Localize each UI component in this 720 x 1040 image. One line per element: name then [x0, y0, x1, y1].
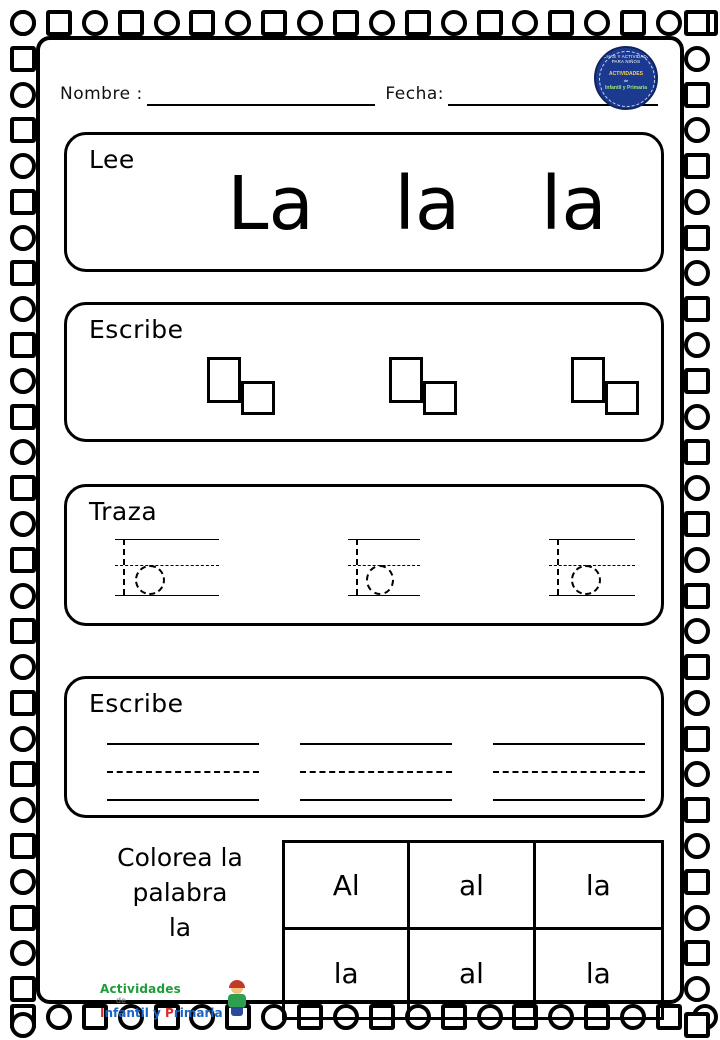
- section-escribe-boxes: [64, 302, 664, 442]
- tall-letter-box[interactable]: [207, 357, 241, 403]
- border-bead: [118, 10, 144, 36]
- border-bead: [684, 10, 710, 36]
- lee-letter-3: la: [540, 161, 607, 247]
- write-bottom-line: [107, 799, 259, 801]
- grid-cell[interactable]: al: [410, 843, 535, 930]
- border-bead: [10, 869, 36, 895]
- border-bead: [548, 10, 574, 36]
- border-bead: [477, 10, 503, 36]
- colorea-line-1: Colorea la: [117, 843, 243, 872]
- border-bead: [10, 439, 36, 465]
- writing-line-group[interactable]: [493, 737, 645, 807]
- border-bead: [684, 46, 710, 72]
- escribe-lines-row: [107, 737, 645, 813]
- writing-line-group[interactable]: [300, 737, 452, 807]
- border-bead: [656, 10, 682, 36]
- logo-top-text: FICHAS Y ACTIVIDADES PARA NIÑOS: [598, 54, 654, 65]
- brand-i: I: [100, 1006, 105, 1020]
- border-bead: [10, 368, 36, 394]
- border-beads-top: [10, 8, 718, 38]
- brand-footer: [100, 982, 260, 1028]
- border-bead: [684, 618, 710, 644]
- border-bead: [10, 726, 36, 752]
- border-bead: [684, 940, 710, 966]
- brand-p: P: [165, 1006, 174, 1020]
- border-bead: [333, 10, 359, 36]
- trace-stem-l: [557, 539, 559, 595]
- border-bead: [684, 368, 710, 394]
- tall-letter-box[interactable]: [571, 357, 605, 403]
- trace-guide[interactable]: [348, 539, 420, 609]
- escribe-box-groups: [207, 357, 647, 437]
- grid-cell[interactable]: Al: [285, 843, 410, 930]
- logo-line1: ACTIVIDADES: [609, 71, 643, 77]
- date-label: Fecha:: [385, 84, 444, 104]
- writing-line-group[interactable]: [107, 737, 259, 807]
- border-bead: [10, 797, 36, 823]
- border-bead: [46, 1004, 72, 1030]
- border-beads-left: [8, 10, 38, 1038]
- border-bead: [684, 332, 710, 358]
- logo-line3: Infantil y Primaria: [605, 85, 647, 91]
- section-escribe-boxes-title: Escribe: [89, 315, 184, 344]
- section-escribe-lines: [64, 676, 664, 818]
- border-bead: [10, 690, 36, 716]
- letter-box-pair[interactable]: [389, 357, 465, 429]
- border-bead: [405, 10, 431, 36]
- section-traza-title: Traza: [89, 497, 158, 526]
- trace-oval-a: [135, 565, 165, 595]
- trace-stem-l: [123, 539, 125, 595]
- border-bead: [684, 654, 710, 680]
- border-beads-right: [682, 10, 712, 1038]
- border-bead: [10, 654, 36, 680]
- small-letter-box[interactable]: [605, 381, 639, 415]
- border-bead: [441, 10, 467, 36]
- trace-guide[interactable]: [549, 539, 635, 609]
- border-bead: [684, 189, 710, 215]
- border-bead: [684, 511, 710, 537]
- border-bead: [584, 10, 610, 36]
- border-bead: [684, 153, 710, 179]
- write-mid-line: [107, 771, 259, 773]
- border-bead: [154, 10, 180, 36]
- trace-top-line: [115, 539, 219, 540]
- logo-line2: de: [623, 78, 629, 83]
- border-bead: [684, 1012, 710, 1038]
- border-bead: [512, 10, 538, 36]
- name-input-line[interactable]: [147, 86, 376, 106]
- letter-box-pair[interactable]: [571, 357, 647, 429]
- border-bead: [46, 10, 72, 36]
- border-bead: [684, 690, 710, 716]
- border-bead: [684, 117, 710, 143]
- trace-oval-a: [571, 565, 601, 595]
- border-bead: [684, 82, 710, 108]
- worksheet-frame: [36, 36, 684, 1020]
- border-bead: [10, 10, 36, 36]
- small-letter-box[interactable]: [241, 381, 275, 415]
- lee-letter-2: la: [394, 161, 461, 247]
- section-lee: [64, 132, 664, 272]
- border-bead: [10, 296, 36, 322]
- brand-line-1: Actividades: [100, 982, 181, 996]
- border-bead: [10, 475, 36, 501]
- colorea-grid: [282, 840, 664, 1020]
- trace-bottom-line: [549, 595, 635, 596]
- border-bead: [684, 797, 710, 823]
- mascot-legs: [231, 1007, 243, 1016]
- border-bead: [10, 940, 36, 966]
- border-bead: [684, 547, 710, 573]
- border-bead: [10, 618, 36, 644]
- border-bead: [82, 10, 108, 36]
- border-bead: [10, 905, 36, 931]
- border-bead: [620, 10, 646, 36]
- tall-letter-box[interactable]: [389, 357, 423, 403]
- border-bead: [10, 332, 36, 358]
- write-top-line: [107, 743, 259, 745]
- lee-letters: [187, 149, 647, 259]
- write-top-line: [300, 743, 452, 745]
- border-bead: [225, 10, 251, 36]
- grid-cell[interactable]: al: [410, 930, 535, 1017]
- lee-letter-1: La: [227, 161, 314, 247]
- border-bead: [684, 296, 710, 322]
- child-mascot-icon: [224, 982, 250, 1016]
- border-bead: [297, 10, 323, 36]
- colorea-instruction: [90, 840, 270, 945]
- trace-guide[interactable]: [115, 539, 219, 609]
- border-bead: [684, 905, 710, 931]
- grid-cell[interactable]: la: [285, 930, 410, 1017]
- brand-nfantil: nfantil y: [104, 1006, 166, 1020]
- grid-cell[interactable]: la: [585, 957, 611, 990]
- name-date-row: [60, 72, 668, 106]
- border-bead: [10, 260, 36, 286]
- traza-row: [115, 539, 635, 621]
- small-letter-box[interactable]: [423, 381, 457, 415]
- border-bead: [684, 583, 710, 609]
- section-lee-title: Lee: [89, 145, 135, 174]
- border-bead: [684, 869, 710, 895]
- border-bead: [189, 10, 215, 36]
- border-bead: [10, 1012, 36, 1038]
- border-bead: [10, 511, 36, 537]
- publisher-logo: [594, 46, 658, 110]
- trace-top-line: [348, 539, 420, 540]
- border-bead: [10, 46, 36, 72]
- border-bead: [10, 404, 36, 430]
- border-bead: [10, 547, 36, 573]
- write-mid-line: [493, 771, 645, 773]
- colorea-line-2: palabra: [132, 878, 228, 907]
- write-mid-line: [300, 771, 452, 773]
- border-bead: [10, 976, 36, 1002]
- trace-bottom-line: [348, 595, 420, 596]
- trace-bottom-line: [115, 595, 219, 596]
- trace-stem-l: [356, 539, 358, 595]
- border-bead: [684, 439, 710, 465]
- grid-cell[interactable]: la: [536, 843, 661, 930]
- border-bead: [10, 225, 36, 251]
- trace-top-line: [549, 539, 635, 540]
- border-bead: [10, 153, 36, 179]
- trace-oval-a: [366, 565, 394, 595]
- write-bottom-line: [493, 799, 645, 801]
- brand-rimaria: rimaria: [173, 1006, 223, 1020]
- border-bead: [684, 260, 710, 286]
- letter-box-pair[interactable]: [207, 357, 283, 429]
- border-bead: [10, 117, 36, 143]
- write-top-line: [493, 743, 645, 745]
- border-bead: [684, 475, 710, 501]
- mascot-body: [228, 994, 246, 1008]
- mascot-hair: [229, 980, 245, 988]
- name-label: Nombre :: [60, 84, 143, 104]
- border-bead: [10, 761, 36, 787]
- border-bead: [684, 726, 710, 752]
- colorea-line-3: la: [168, 913, 192, 942]
- border-bead: [261, 10, 287, 36]
- border-bead: [10, 189, 36, 215]
- border-bead: [684, 833, 710, 859]
- border-bead: [10, 833, 36, 859]
- border-bead: [684, 225, 710, 251]
- border-bead: [684, 976, 710, 1002]
- write-bottom-line: [300, 799, 452, 801]
- border-bead: [369, 10, 395, 36]
- brand-line-2: de: [116, 996, 126, 1005]
- section-escribe-lines-title: Escribe: [89, 689, 184, 718]
- border-bead: [684, 404, 710, 430]
- section-traza: [64, 484, 664, 626]
- trace-mid-line: [115, 565, 219, 566]
- border-bead: [10, 583, 36, 609]
- border-bead: [684, 761, 710, 787]
- border-bead: [10, 82, 36, 108]
